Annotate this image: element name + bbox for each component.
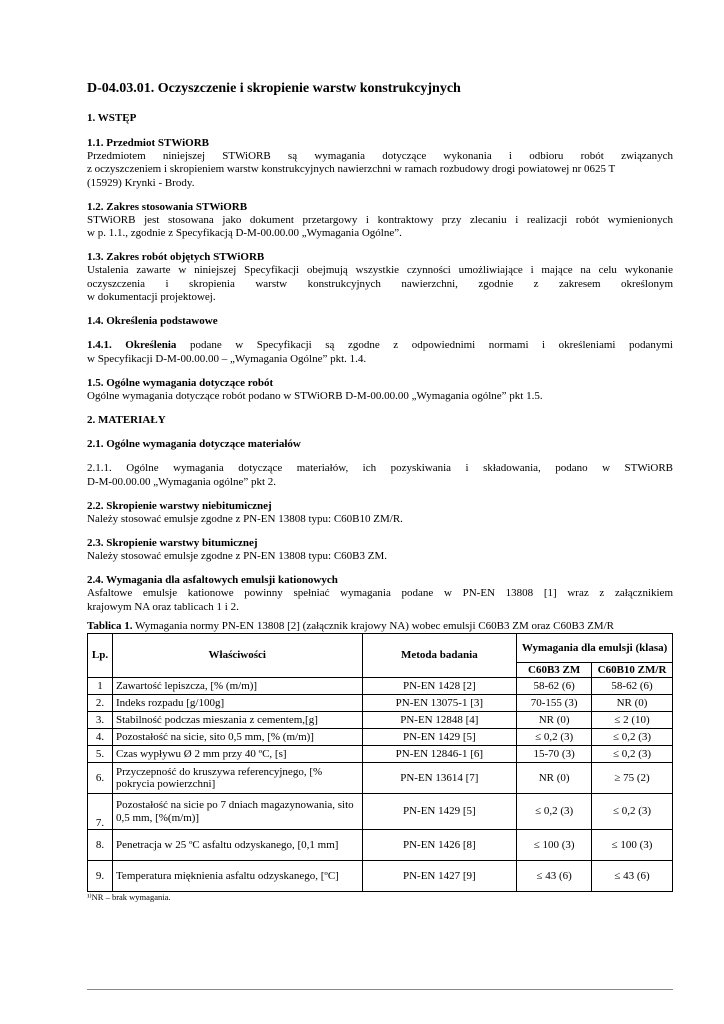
table-caption bbox=[87, 620, 673, 633]
requirements-table bbox=[87, 633, 673, 892]
section-heading-1-1: 1.1. Przedmiot STWiORB bbox=[87, 137, 210, 149]
paragraph-line: D-M-00.00.00 „Wymagania ogólne” pkt 2. bbox=[87, 475, 277, 488]
header-property: Właściwości bbox=[112, 634, 362, 678]
table-row bbox=[88, 695, 673, 712]
section-heading-2-2: 2.2. Skropienie warstwy niebitumicznej bbox=[87, 499, 272, 512]
paragraph-line: w Specyfikacji D-M-00.00.00 – „Wymagania Ogólne” pkt. 1.4. bbox=[87, 352, 367, 365]
paragraph-text: podane w Specyfikacji są zgodne z odpowiednimi normami i określeniami podanymi bbox=[176, 339, 673, 352]
paragraph-lead: 1.4.1. Określenia bbox=[87, 339, 177, 352]
cell-method: PN-EN 12848 [4] bbox=[362, 712, 517, 729]
cell-value-b: ≥ 75 (2) bbox=[592, 763, 673, 794]
table-row bbox=[88, 763, 673, 794]
cell-lp: 1 bbox=[88, 678, 113, 695]
cell-value-a: 70-155 (3) bbox=[517, 695, 592, 712]
cell-lp: 4. bbox=[88, 729, 113, 746]
table-row bbox=[88, 794, 673, 830]
table-caption-text: Wymagania normy PN-EN 13808 [2] (załącznik krajowy NA) wobec emulsji C60B3 ZM oraz C60B3 ZM/R bbox=[132, 620, 614, 633]
cell-lp: 6. bbox=[88, 763, 113, 794]
cell-property: Czas wypływu Ø 2 mm przy 40 ºC, [s] bbox=[112, 746, 362, 763]
table-row bbox=[88, 678, 673, 695]
cell-property: Zawartość lepiszcza, [% (m/m)] bbox=[112, 678, 362, 695]
cell-property: Penetracja w 25 ºC asfaltu odzyskanego, [0,1 mm] bbox=[112, 830, 362, 861]
table-row bbox=[88, 830, 673, 861]
section-heading-1-2: 1.2. Zakres stosowania STWiORB bbox=[87, 200, 248, 213]
paragraph-line: Ogólne wymagania dotyczące robót podano w STWiORB D-M-00.00.00 „Wymagania ogólne” pkt 1.5. bbox=[87, 389, 543, 402]
paragraph-line: z oczyszczeniem i skropieniem warstw konstrukcyjnych nawierzchni w ramach rozbudowy drogi powiatowej nr 0625 T bbox=[87, 163, 616, 176]
cell-method: PN-EN 13614 [7] bbox=[362, 763, 517, 794]
cell-value-b: NR (0) bbox=[592, 695, 673, 712]
cell-value-b: 58-62 (6) bbox=[592, 678, 673, 695]
table-caption-label: Tablica 1. bbox=[87, 620, 133, 633]
cell-value-a: ≤ 0,2 (3) bbox=[517, 794, 592, 830]
cell-method: PN-EN 1429 [5] bbox=[362, 794, 517, 830]
cell-value-a: 15-70 (3) bbox=[517, 746, 592, 763]
cell-property: Temperatura mięknienia asfaltu odzyskanego, [ºC] bbox=[112, 861, 362, 892]
cell-value-a: NR (0) bbox=[517, 712, 592, 729]
cell-method: PN-EN 1428 [2] bbox=[362, 678, 517, 695]
cell-method: PN-EN 13075-1 [3] bbox=[362, 695, 517, 712]
section-heading-2-3: 2.3. Skropienie warstwy bitumicznej bbox=[87, 537, 258, 550]
cell-value-b: ≤ 0,2 (3) bbox=[592, 729, 673, 746]
footer-divider bbox=[87, 989, 673, 990]
cell-value-a: ≤ 0,2 (3) bbox=[517, 729, 592, 746]
cell-value-b: ≤ 0,2 (3) bbox=[592, 746, 673, 763]
cell-value-a: 58-62 (6) bbox=[517, 678, 592, 695]
table-row bbox=[88, 861, 673, 892]
header-c60b10: C60B10 ZM/R bbox=[592, 663, 673, 678]
paragraph-line: Należy stosować emulsje zgodne z PN-EN 13808 typu: C60B10 ZM/R. bbox=[87, 512, 403, 525]
table-row bbox=[88, 712, 673, 729]
header-requirements: Wymagania dla emulsji (klasa) bbox=[517, 634, 673, 663]
cell-lp: 9. bbox=[88, 861, 113, 892]
paragraph-line: STWiORB jest stosowana jako dokument przetargowy i kontraktowy przy zlecaniu i realizacji robót wymienionych bbox=[87, 213, 673, 226]
cell-method: PN-EN 12846-1 [6] bbox=[362, 746, 517, 763]
cell-value-a: ≤ 100 (3) bbox=[517, 830, 592, 861]
cell-lp: 5. bbox=[88, 746, 113, 763]
section-heading-1-4: 1.4. Określenia podstawowe bbox=[87, 315, 218, 328]
header-method: Metoda badania bbox=[362, 634, 517, 678]
cell-method: PN-EN 1427 [9] bbox=[362, 861, 517, 892]
cell-property: Przyczepność do kruszywa referencyjnego, [% pokrycia powierzchni] bbox=[112, 763, 362, 794]
header-c60b3: C60B3 ZM bbox=[517, 663, 592, 678]
paragraph-1-4-1 bbox=[87, 339, 673, 352]
header-lp: Lp. bbox=[88, 634, 113, 678]
paragraph-line: Należy stosować emulsje zgodne z PN-EN 13808 typu: C60B3 ZM. bbox=[87, 550, 388, 563]
paragraph-line: Ustalenia zawarte w niniejszej Specyfikacji obejmują wszystkie czynności umożliwiające i mające na celu wykonanie bbox=[87, 264, 673, 277]
section-heading-2: 2. MATERIAŁY bbox=[87, 414, 166, 427]
section-heading-2-4: 2.4. Wymagania dla asfaltowych emulsji kationowych bbox=[87, 574, 338, 587]
cell-lp: 8. bbox=[88, 830, 113, 861]
document-page bbox=[87, 80, 673, 902]
paragraph-line: Przedmiotem niniejszej STWiORB są wymagania dotyczące wykonania i odbioru robót związanych bbox=[87, 150, 673, 162]
paragraph-line: w p. 1.1., zgodnie z Specyfikacją D-M-00.00.00 „Wymagania Ogólne”. bbox=[87, 227, 402, 240]
paragraph-line: oczyszczenia i skropienia warstw konstrukcyjnych nawierzchni, zgodnie z zakresem określonym bbox=[87, 277, 673, 290]
paragraph-line: (15929) Krynki - Brody. bbox=[87, 176, 195, 189]
paragraph-line: w dokumentacji projektowej. bbox=[87, 291, 216, 304]
cell-property: Pozostałość na sicie, sito 0,5 mm, [% (m/m)] bbox=[112, 729, 362, 746]
cell-value-b: ≤ 2 (10) bbox=[592, 712, 673, 729]
cell-value-b: ≤ 0,2 (3) bbox=[592, 794, 673, 830]
cell-method: PN-EN 1429 [5] bbox=[362, 729, 517, 746]
section-heading-1-3: 1.3. Zakres robót objętych STWiORB bbox=[87, 251, 265, 264]
cell-value-a: ≤ 43 (6) bbox=[517, 861, 592, 892]
cell-property: Stabilność podczas mieszania z cementem,[g] bbox=[112, 712, 362, 729]
section-heading-1-5: 1.5. Ogólne wymagania dotyczące robót bbox=[87, 376, 274, 389]
cell-property: Indeks rozpadu [g/100g] bbox=[112, 695, 362, 712]
cell-lp: 2. bbox=[88, 695, 113, 712]
paragraph-line: 2.1.1. Ogólne wymagania dotyczące materiałów, ich pozyskiwania i składowania, podano w STWiORB bbox=[87, 462, 673, 475]
table-footnote: ¹⁾NR – brak wymagania. bbox=[87, 892, 171, 903]
cell-lp: 3. bbox=[88, 712, 113, 729]
table-row bbox=[88, 746, 673, 763]
page-title: D-04.03.01. Oczyszczenie i skropienie warstw konstrukcyjnych bbox=[87, 81, 461, 96]
cell-lp: 7. bbox=[88, 794, 113, 830]
cell-value-b: ≤ 43 (6) bbox=[592, 861, 673, 892]
cell-value-b: ≤ 100 (3) bbox=[592, 830, 673, 861]
cell-value-a: NR (0) bbox=[517, 763, 592, 794]
section-heading-1: 1. WSTĘP bbox=[87, 112, 137, 124]
table-row bbox=[88, 729, 673, 746]
section-heading-2-1: 2.1. Ogólne wymagania dotyczące materiałów bbox=[87, 438, 301, 451]
cell-method: PN-EN 1426 [8] bbox=[362, 830, 517, 861]
paragraph-line: krajowym NA oraz tablicach 1 i 2. bbox=[87, 600, 239, 613]
cell-property: Pozostałość na sicie po 7 dniach magazynowania, sito 0,5 mm, [%(m/m)] bbox=[112, 794, 362, 830]
paragraph-line: Asfaltowe emulsje kationowe powinny spełniać wymagania podane w PN-EN 13808 [1] wraz z załącznikiem bbox=[87, 587, 673, 600]
